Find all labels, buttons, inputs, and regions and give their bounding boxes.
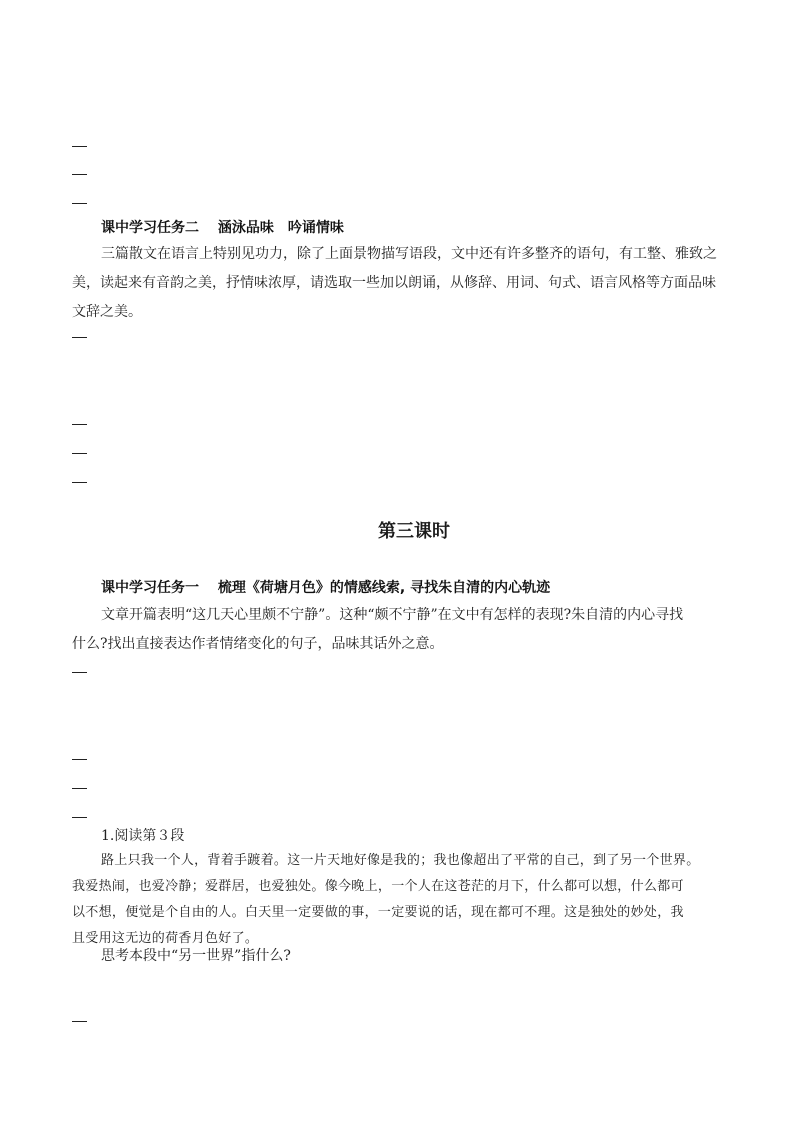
task2-paragraph-line: 文辞之美。 — [72, 304, 142, 320]
task1-paragraph-line: 什么?找出直接表达作者情绪变化的句子，品味其话外之意。 — [72, 636, 444, 652]
reading-item-label: 1.阅读第３段 — [101, 828, 185, 844]
passage-line: 以不想，便觉是个自由的人。白天里一定要做的事，一定要说的话，现在都可不理。这是独处的妙处，我 — [72, 905, 684, 920]
answer-blank — [72, 1021, 87, 1022]
lesson-title: 第三课时 — [378, 521, 450, 542]
task1-heading: 课中学习任务一 梳理《荷塘月色》的情感线索, 寻找朱自清的内心轨迹 — [101, 580, 551, 596]
answer-blank — [72, 203, 87, 204]
passage-line: 我爱热闹，也爱冷静；爱群居，也爱独处。像今晚上，一个人在这苍茫的月下，什么都可以想，什么都可 — [72, 879, 684, 894]
passage-line: 路上只我一个人，背着手踱着。这一片天地好像是我的；我也像超出了平常的自己，到了另一个世界。 — [101, 853, 700, 868]
answer-blank — [72, 337, 87, 338]
answer-blank — [72, 672, 87, 673]
answer-blank — [72, 759, 87, 760]
reading-question: 思考本段中“另一世界”指什么? — [101, 948, 291, 964]
task1-paragraph-line: 文章开篇表明“这几天心里颇不宁静”。这种“颇不宁静”在文中有怎样的表现?朱自清的内心寻找 — [101, 607, 684, 623]
answer-blank — [72, 174, 87, 175]
passage-line: 且受用这无边的荷香月色好了。 — [72, 931, 259, 946]
answer-blank — [72, 482, 87, 483]
answer-blank — [72, 453, 87, 454]
answer-blank — [72, 146, 87, 147]
answer-blank — [72, 817, 87, 818]
task2-heading: 课中学习任务二 涵泳品味 吟诵情味 — [101, 220, 344, 236]
task2-paragraph-line: 三篇散文在语言上特别见功力，除了上面景物描写语段，文中还有许多整齐的语句，有工整、雅致之 — [101, 246, 717, 262]
answer-blank — [72, 424, 87, 425]
answer-blank — [72, 788, 87, 789]
task2-paragraph-line: 美，读起来有音韵之美，抒情味浓厚，请选取一些加以朗诵，从修辞、用词、句式、语言风格等方面品味 — [72, 275, 716, 291]
